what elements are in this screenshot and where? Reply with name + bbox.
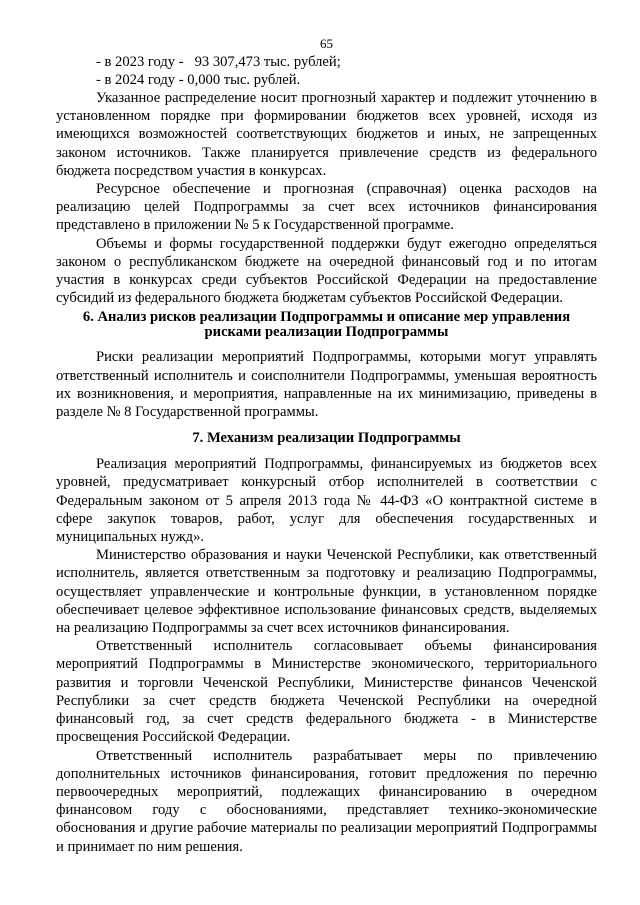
paragraph-implementation: Реализация мероприятий Подпрограммы, финансируемых из бюджетов всех уровней, предусматривает конкурсный отбор исполнителей в соответствии с Федеральным законом от 5 апреля 2013 года № 44-ФЗ «О контрактной системе в сфере закупок товаров, работ, услуг для обеспечения государственных и муниципальных нужд». (56, 456, 597, 546)
paragraph-resource-support: Ресурсное обеспечение и прогнозная (справочная) оценка расходов на реализацию целей Подпрограммы за счет всех источников финансирования представлено в приложении № 5 к Государственной программе. (56, 181, 597, 234)
section-7-heading: 7. Механизм реализации Подпрограммы (192, 430, 461, 447)
paragraph-financing-agreement: Ответственный исполнитель согласовывает объемы финансирования мероприятий Подпрограммы в Министерстве экономического, территориального развития и торговли Чеченской Республики, Министерстве финансов Чеченской Республики за счет средств бюджета Чеченской Республики на очередной финансовый год, за счет средств федерального бюджета - в Министерстве просвещения Российской Федерации. (56, 638, 597, 746)
paragraph-risks: Риски реализации мероприятий Подпрограммы, которыми могут управлять ответственный исполнитель и соисполнители Подпрограммы, уменьшая вероятность их возникновения, и мероприятия, направленные на их минимизацию, приведены в разделе № 8 Государственной программы. (56, 349, 597, 421)
page-number: 65 (320, 36, 333, 51)
section-6-title-line-1: 6. Анализ рисков реализации Подпрограммы и описание мер управления (82, 309, 571, 326)
document-page (56, 36, 597, 856)
budget-line-2024 (56, 71, 597, 89)
section-6-heading (56, 310, 597, 340)
section-6-title-line-2: рисками реализации Подпрограммы (204, 324, 449, 341)
paragraph-distribution: Указанное распределение носит прогнозный характер и подлежит уточнению в установленном порядке при формировании бюджетов всех уровней, исходя из имеющихся возможностей соответствующих бюджетов и иных, не запрещенных законом источников. Также планируется привлечение средств из федерального бюджета посредством участия в конкурсах. (56, 90, 597, 179)
paragraph-ministry-role: Министерство образования и науки Чеченской Республики, как ответственный исполнитель, является ответственным за подготовку и реализацию Подпрограммы, осуществляет управленческие и контрольные функции, в установленном порядке обеспечивает целевое эффективное использование финансовых средств, выделяемых на реализацию Подпрограммы за счет всех источников финансирования. (56, 547, 597, 637)
budget-line-2023 (56, 53, 597, 71)
budget-amount: 93 307,473 тыс. рублей; (194, 54, 341, 70)
budget-amount: 0,000 тыс. рублей. (187, 72, 301, 88)
paragraph-state-support: Объемы и формы государственной поддержки будут ежегодно определяться законом о республиканском бюджете на очередной финансовый год и по итогам участия в конкурсах среди субъектов Российской Федерации на предоставление субсидий из федерального бюджета бюджетам субъектов Российской Федерации. (56, 235, 597, 307)
budget-year-label: - в 2023 году - (96, 54, 184, 70)
paragraph-additional-sources: Ответственный исполнитель разрабатывает меры по привлечению дополнительных источников финансирования, готовит предложения по перечню первоочередных мероприятий, подлежащих финансированию в очередном финансовом году с обоснованиями, представляет технико-экономические обоснования и другие рабочие материалы по реализации мероприятий Подпрограммы и принимает по ним решения. (56, 747, 597, 855)
budget-year-label: - в 2024 году - (96, 72, 184, 88)
